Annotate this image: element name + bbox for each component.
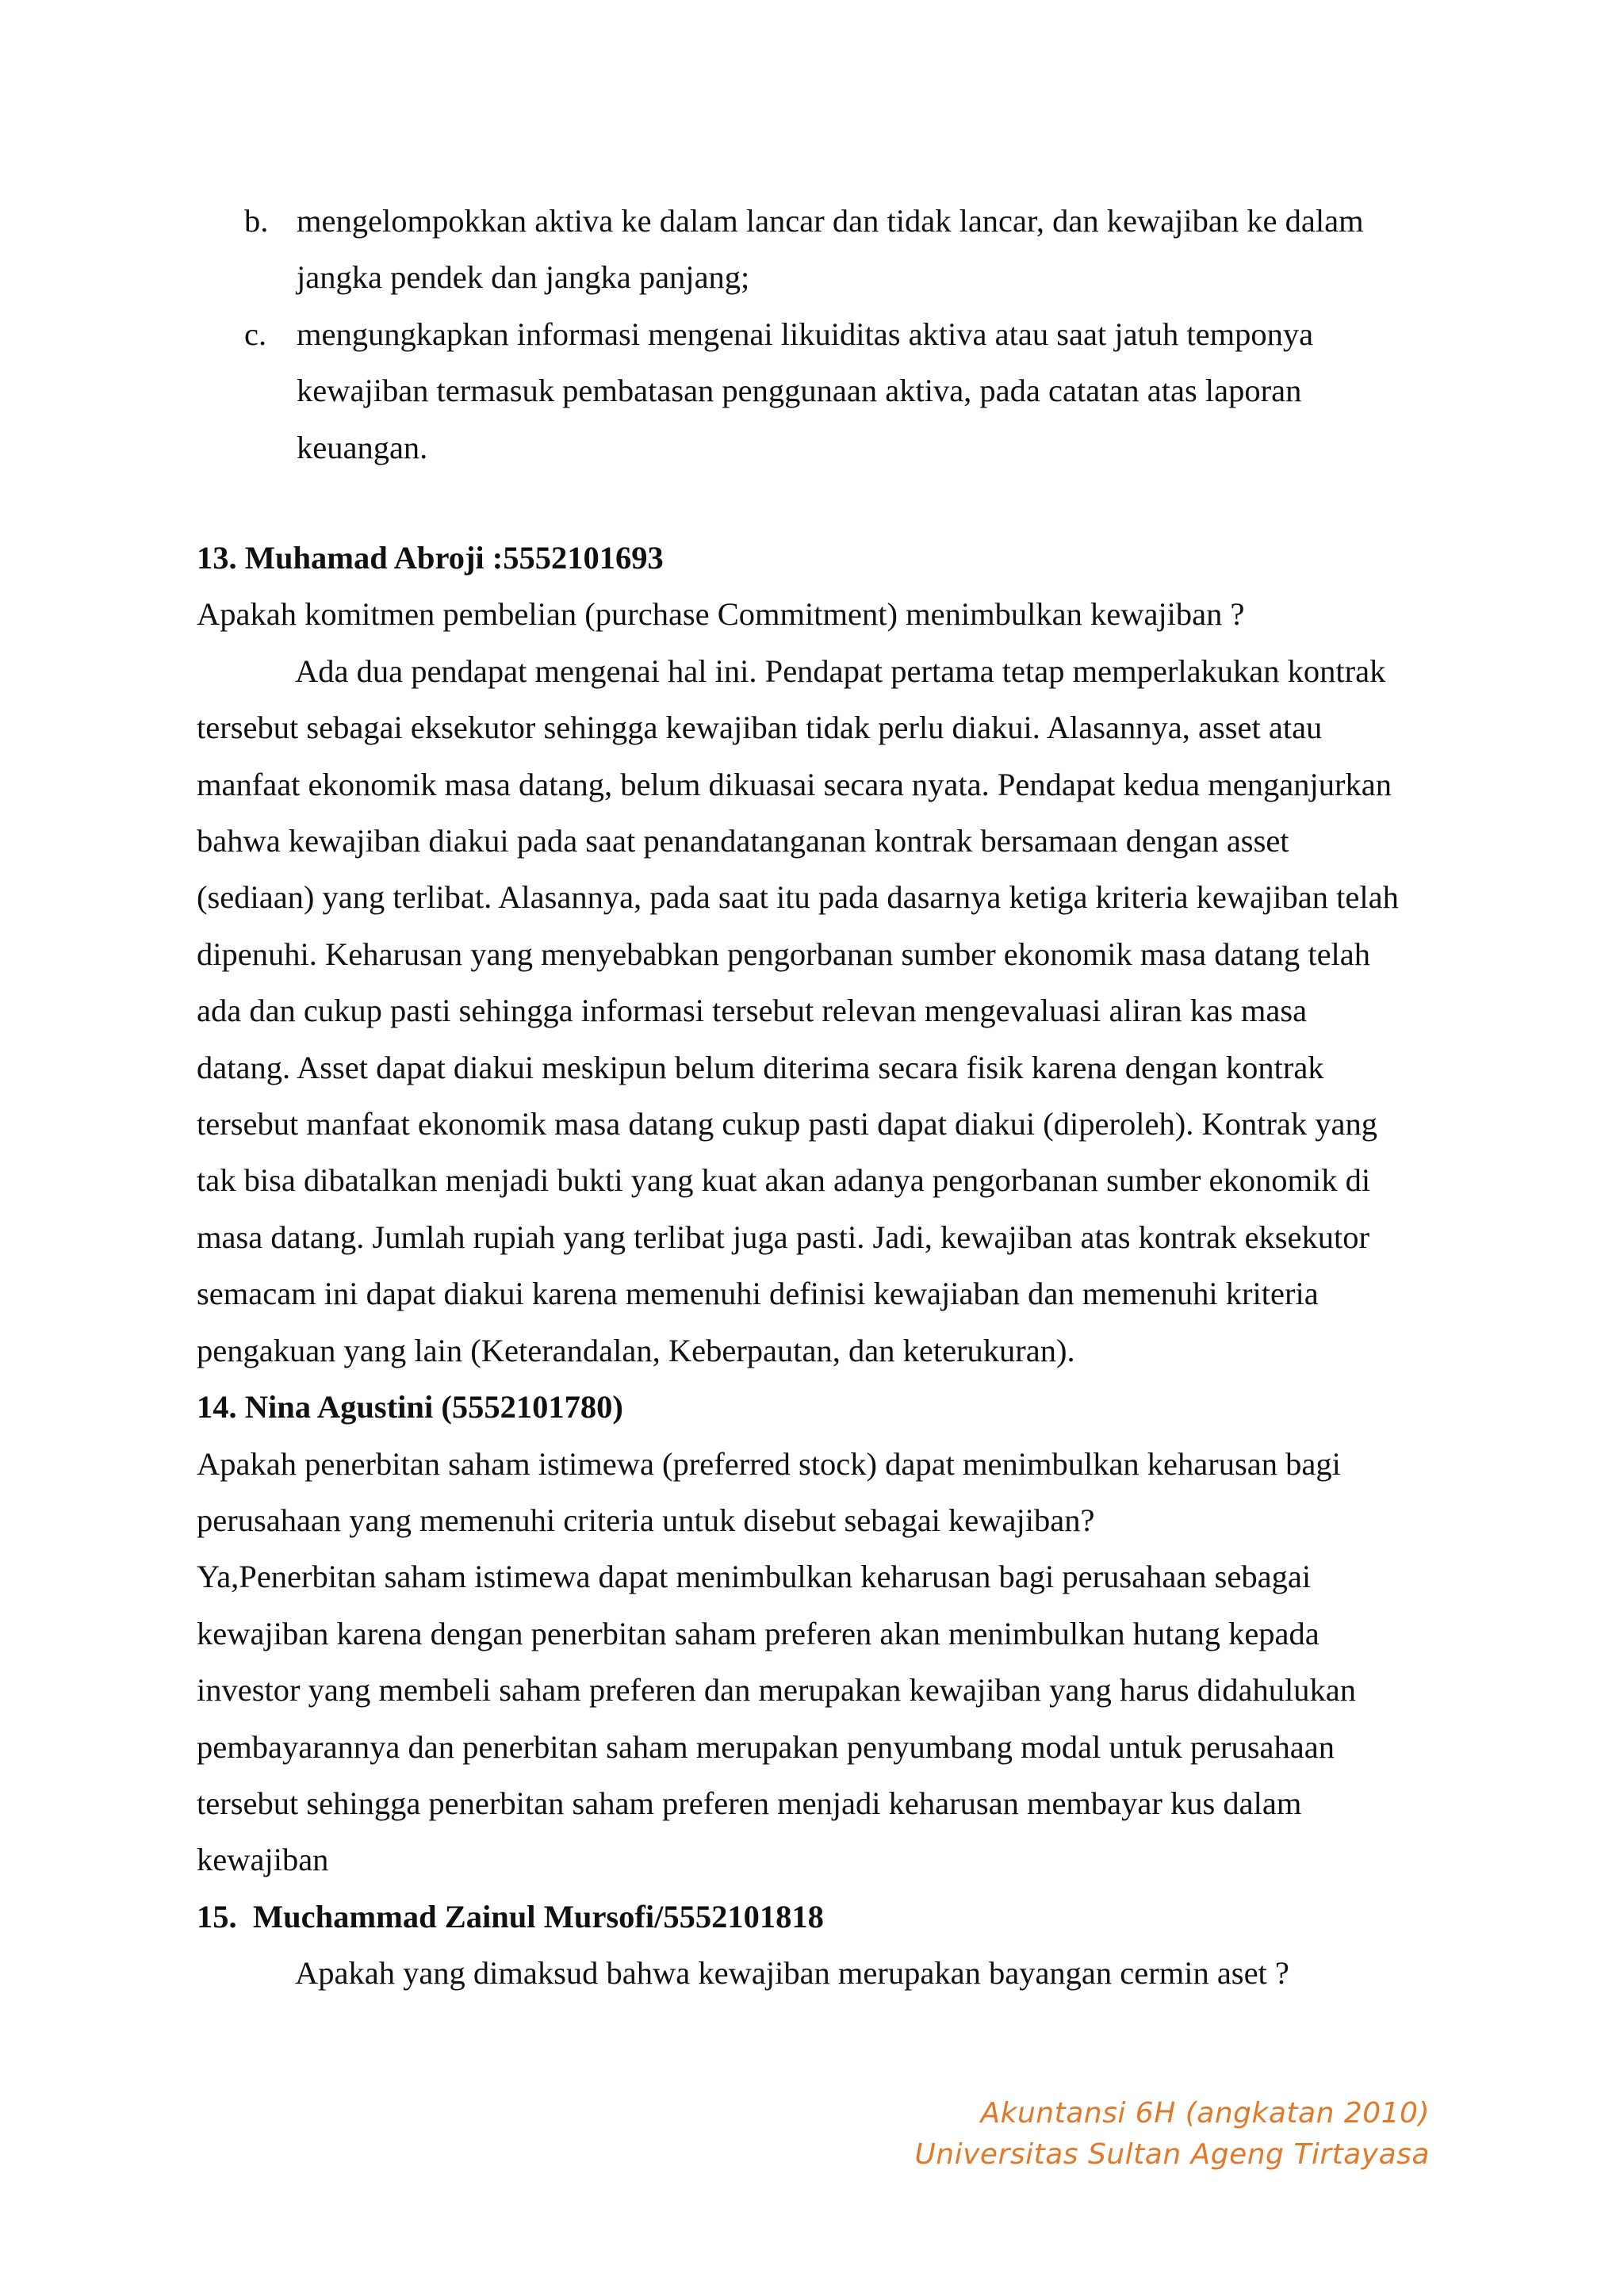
list-line: mengelompokkan aktiva ke dalam lancar dan tidak lancar, dan kewajiban ke dalam xyxy=(297,203,1364,239)
list-line: mengungkapkan informasi mengenai likuiditas aktiva atau saat jatuh temponya xyxy=(297,316,1314,352)
answer-line: ada dan cukup pasti sehingga informasi tersebut relevan mengevaluasi aliran kas masa xyxy=(197,993,1308,1029)
answer-line: kewajiban xyxy=(197,1842,329,1878)
list-line: jangka pendek dan jangka panjang; xyxy=(297,259,750,296)
section-13-question: Apakah komitmen pembelian (purchase Commitment) menimbulkan kewajiban ? xyxy=(197,596,1245,633)
answer-line: manfaat ekonomik masa datang, belum dikuasai secara nyata. Pendapat kedua menganjurkan xyxy=(197,766,1392,802)
answer-line: (sediaan) yang terlibat. Alasannya, pada saat itu pada dasarnya ketiga kriteria kewajiban telah xyxy=(197,879,1399,916)
list-marker: c. xyxy=(244,316,267,352)
answer-line: tersebut manfaat ekonomik masa datang cukup pasti dapat diakui (diperoleh). Kontrak yang xyxy=(197,1106,1378,1142)
answer-line: pengakuan yang lain (Keterandalan, Keberpautan, dan keterukuran). xyxy=(197,1332,1075,1368)
section-14-question xyxy=(197,1436,1399,1549)
list-line: keuangan. xyxy=(297,429,428,465)
answer-line: tersebut sehingga penerbitan saham preferen menjadi keharusan membayar kus dalam xyxy=(197,1785,1302,1821)
section-13-answer xyxy=(197,643,1399,1379)
answer-line: semacam ini dapat diakui karena memenuhi definisi kewajiaban dan memenuhi kriteria xyxy=(197,1276,1319,1312)
answer-line: Ada dua pendapat mengenai hal ini. Pendapat pertama tetap memperlakukan kontrak xyxy=(295,652,1386,689)
question-line: Apakah penerbitan saham istimewa (preferred stock) dapat menimbulkan keharusan bagi xyxy=(197,1445,1341,1482)
page-footer xyxy=(914,2093,1430,2175)
answer-line: kewajiban karena dengan penerbitan saham preferen akan menimbulkan hutang kepada xyxy=(197,1615,1320,1651)
section-15-question: Apakah yang dimaksud bahwa kewajiban merupakan bayangan cermin aset ? xyxy=(295,1955,1289,1992)
answer-line: masa datang. Jumlah rupiah yang terlibat juga pasti. Jadi, kewajiban atas kontrak eksekutor xyxy=(197,1219,1369,1255)
answer-line: pembayarannya dan penerbitan saham merupakan penyumbang modal untuk perusahaan xyxy=(197,1728,1335,1765)
section-14-heading: 14. Nina Agustini (5552101780) xyxy=(197,1389,623,1425)
list-line: kewajiban termasuk pembatasan penggunaan aktiva, pada catatan atas laporan xyxy=(297,373,1302,409)
answer-line: bahwa kewajiban diakui pada saat penandatanganan kontrak bersamaan dengan asset xyxy=(197,823,1289,859)
section-15-heading: 15. Muchammad Zainul Mursofi/5552101818 xyxy=(197,1898,824,1934)
question-line: perusahaan yang memenuhi criteria untuk disebut sebagai kewajiban? xyxy=(197,1502,1095,1538)
section-14-answer xyxy=(197,1548,1399,1888)
answer-line: Ya,Penerbitan saham istimewa dapat menimbulkan keharusan bagi perusahaan sebagai xyxy=(197,1559,1312,1595)
answer-line: tak bisa dibatalkan menjadi bukti yang kuat akan adanya pengorbanan sumber ekonomik di xyxy=(197,1162,1371,1199)
footer-course: Akuntansi 6H (angkatan 2010) xyxy=(980,2097,1430,2130)
list-marker: b. xyxy=(244,203,269,239)
list-item-c xyxy=(197,306,1364,476)
section-13-heading: 13. Muhamad Abroji :5552101693 xyxy=(197,540,664,576)
list-continuation xyxy=(197,193,1364,476)
list-item-b xyxy=(197,193,1364,306)
answer-line: tersebut sebagai eksekutor sehingga kewajiban tidak perlu diakui. Alasannya, asset atau xyxy=(197,710,1323,746)
answer-line: investor yang membeli saham preferen dan merupakan kewajiban yang harus didahulukan xyxy=(197,1672,1356,1709)
answer-line: datang. Asset dapat diakui meskipun belum diterima secara fisik karena dengan kontrak xyxy=(197,1049,1324,1085)
qa-sections xyxy=(197,530,1399,2002)
answer-line: dipenuhi. Keharusan yang menyebabkan pengorbanan sumber ekonomik masa datang telah xyxy=(197,936,1371,972)
footer-university: Universitas Sultan Ageng Tirtayasa xyxy=(914,2138,1430,2171)
